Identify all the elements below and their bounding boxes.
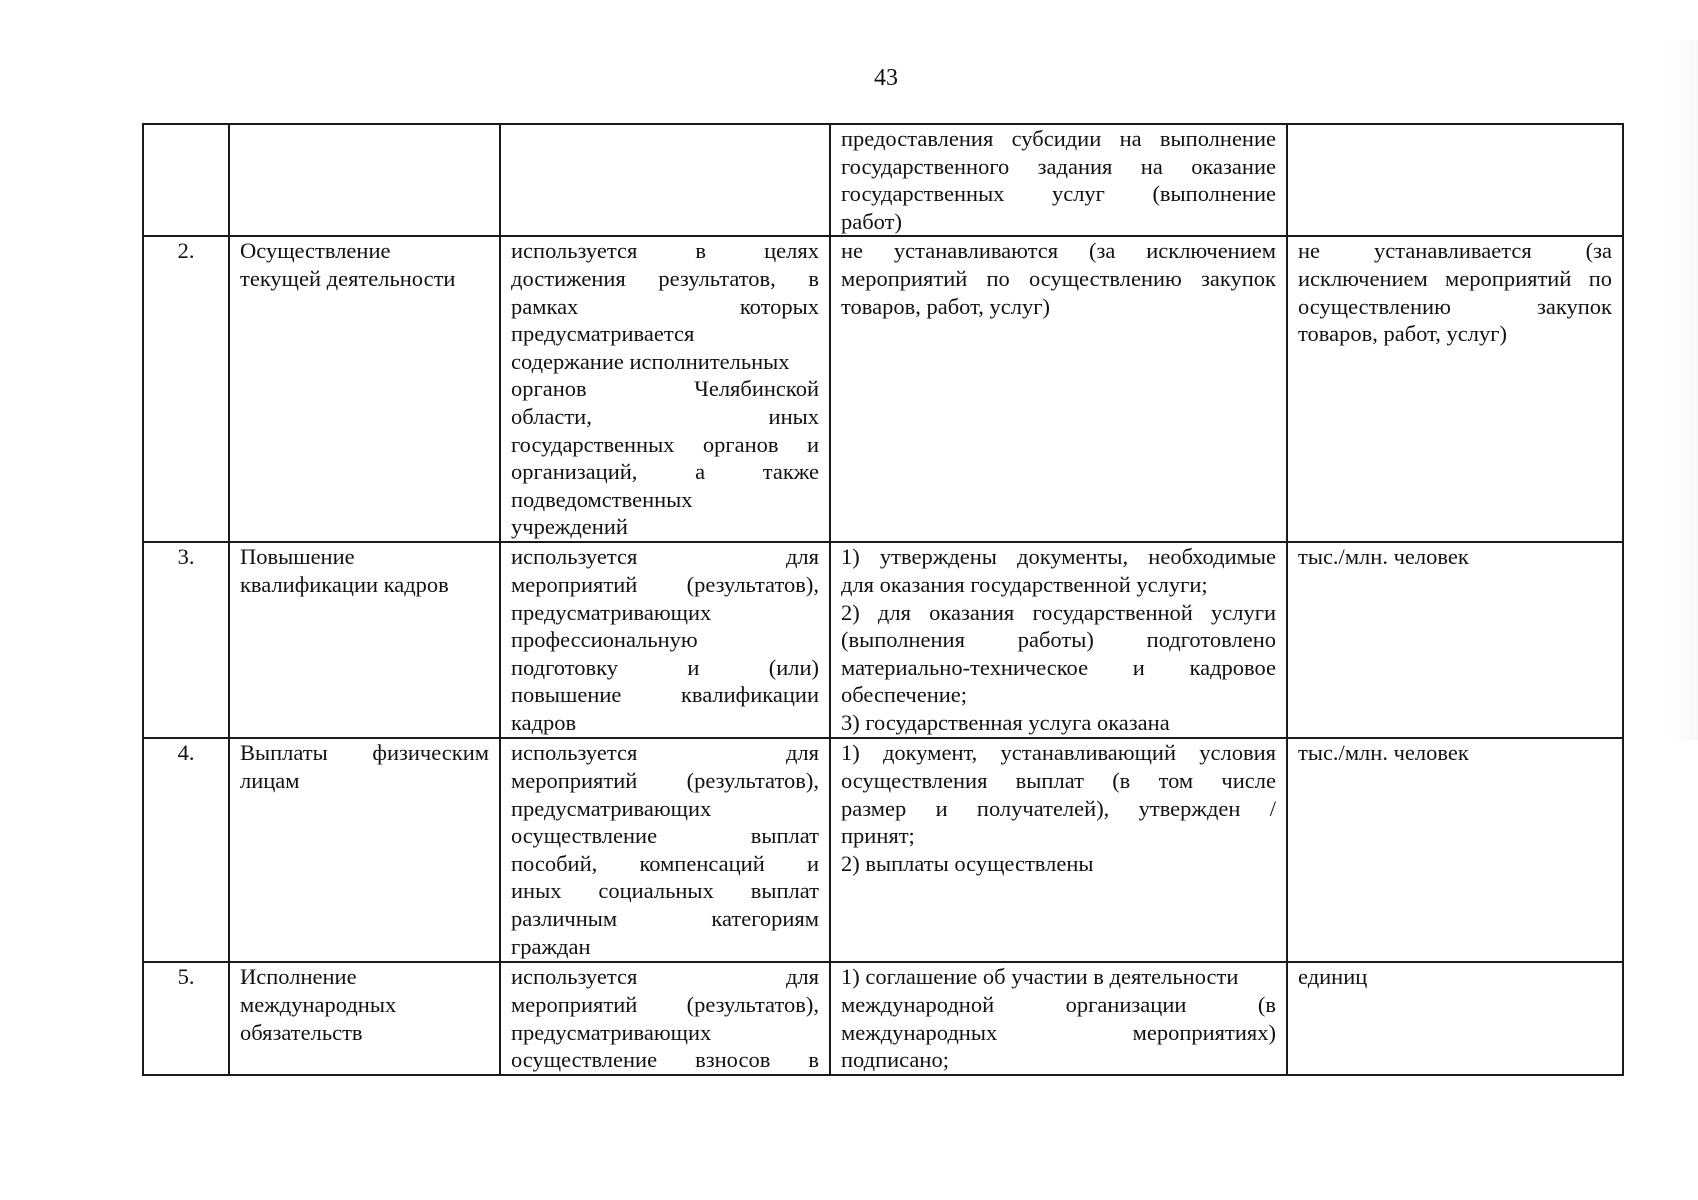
cell-line: используется для xyxy=(511,740,819,766)
cell-line: подведомственных xyxy=(511,486,693,512)
usage-cell xyxy=(500,962,830,1074)
cell-line: предусматривающих xyxy=(511,1019,712,1045)
cell-line: международных мероприятиях) xyxy=(841,1019,1276,1045)
cell-line: товаров, работ, услуг) xyxy=(841,293,1050,319)
cell-line: используется в целях xyxy=(511,238,819,264)
cell-line: организаций, а также xyxy=(511,459,819,485)
row-number-cell xyxy=(143,962,229,1074)
row-number: 2. xyxy=(177,238,195,264)
row-number-cell xyxy=(143,738,229,962)
cell-line: органов Челябинской xyxy=(511,376,819,402)
event-type-cell xyxy=(229,738,500,962)
cell-line: единиц xyxy=(1298,964,1368,990)
cell-line: предоставления субсидии на выполнение xyxy=(841,126,1276,151)
cell-line: исключением мероприятий по xyxy=(1298,265,1612,291)
cell-line: Выплаты физическим xyxy=(240,740,489,766)
table-body xyxy=(143,124,1623,1075)
row-number-cell xyxy=(143,124,229,236)
conditions-cell xyxy=(830,542,1287,738)
unit-cell xyxy=(1287,542,1623,738)
cell-line: материально-техническое и кадровое xyxy=(841,654,1276,680)
cell-line: государственного задания на оказание xyxy=(841,153,1276,179)
cell-line: предусматривающих xyxy=(511,795,712,821)
cell-line: международной организации (в xyxy=(841,991,1276,1017)
cell-line: 1) соглашение об участии в деятельности xyxy=(841,964,1239,990)
usage-cell xyxy=(500,124,830,236)
cell-line: пособий, компенсаций и xyxy=(511,850,819,876)
usage-cell xyxy=(500,542,830,738)
page-number: 43 xyxy=(874,65,898,91)
table-row xyxy=(143,962,1623,1074)
event-type-cell xyxy=(229,236,500,542)
cell-line: осуществлению закупок xyxy=(1298,293,1612,319)
cell-line: товаров, работ, услуг) xyxy=(1298,321,1507,347)
cell-line: осуществления выплат (в том числе xyxy=(841,767,1276,793)
cell-line: не устанавливаются (за исключением xyxy=(841,238,1276,264)
event-type-cell xyxy=(229,962,500,1074)
conditions-cell xyxy=(830,738,1287,962)
cell-line: граждан xyxy=(511,933,591,959)
cell-line: профессиональную xyxy=(511,627,698,653)
cell-line: текущей деятельности xyxy=(240,265,456,291)
cell-line: 2) для оказания государственной услуги xyxy=(841,599,1276,625)
cell-line: иных социальных выплат xyxy=(511,878,819,904)
cell-line: предусматривается xyxy=(511,321,695,347)
row-number-cell xyxy=(143,542,229,738)
table-row xyxy=(143,738,1623,962)
cell-line: учреждений xyxy=(511,514,628,540)
scan-edge-shading xyxy=(1668,40,1698,740)
usage-cell xyxy=(500,236,830,542)
cell-line: рамках которых xyxy=(511,293,819,319)
cell-line: мероприятий (результатов), xyxy=(511,571,819,597)
cell-line: 3) государственная услуга оказана xyxy=(841,709,1170,735)
conditions-cell xyxy=(830,236,1287,542)
cell-line: достижения результатов, в xyxy=(511,265,819,291)
row-number-cell xyxy=(143,236,229,542)
cell-line: 2) выплаты осуществлены xyxy=(841,850,1094,876)
usage-cell xyxy=(500,738,830,962)
cell-line: подготовку и (или) xyxy=(511,654,819,680)
cell-line: не устанавливается (за xyxy=(1298,238,1612,264)
table-row xyxy=(143,542,1623,738)
cell-line: работ) xyxy=(841,208,902,234)
indicators-table xyxy=(142,123,1624,1076)
cell-line: предусматривающих xyxy=(511,599,712,625)
cell-line: 1) документ, устанавливающий условия xyxy=(841,740,1276,766)
cell-line: мероприятий (результатов), xyxy=(511,767,819,793)
conditions-cell xyxy=(830,124,1287,236)
cell-line: размер и получателей), утвержден / xyxy=(841,795,1276,821)
table-row xyxy=(143,124,1623,236)
event-type-cell xyxy=(229,542,500,738)
unit-cell xyxy=(1287,962,1623,1074)
unit-cell xyxy=(1287,236,1623,542)
row-number: 3. xyxy=(177,544,195,570)
cell-line: обязательств xyxy=(240,1019,363,1045)
table-row xyxy=(143,236,1623,542)
cell-line: Осуществление xyxy=(240,238,391,264)
cell-line: (выполнения работы) подготовлено xyxy=(841,627,1276,653)
cell-line: используется для xyxy=(511,544,819,570)
unit-cell xyxy=(1287,738,1623,962)
cell-line: государственных услуг (выполнение xyxy=(841,181,1276,207)
conditions-cell xyxy=(830,962,1287,1074)
cell-line: различным категориям xyxy=(511,905,819,931)
event-type-cell xyxy=(229,124,500,236)
cell-line: Повышение xyxy=(240,544,355,570)
cell-line: обеспечение; xyxy=(841,682,968,708)
cell-line: принят; xyxy=(841,823,915,849)
cell-line: содержание исполнительных xyxy=(511,348,790,374)
cell-line: мероприятий по осуществлению закупок xyxy=(841,265,1276,291)
cell-line: используется для xyxy=(511,964,819,990)
cell-line: мероприятий (результатов), xyxy=(511,991,819,1017)
row-number: 4. xyxy=(177,740,195,766)
cell-line: 1) утверждены документы, необходимые xyxy=(841,544,1276,570)
cell-line: осуществление выплат xyxy=(511,823,819,849)
cell-line: осуществление взносов в xyxy=(511,1047,819,1073)
cell-line: Исполнение xyxy=(240,964,357,990)
cell-line: области, иных xyxy=(511,403,819,429)
cell-line: тыс./млн. человек xyxy=(1298,740,1469,766)
cell-line: тыс./млн. человек xyxy=(1298,544,1469,570)
cell-line: повышение квалификации xyxy=(511,682,819,708)
cell-line: лицам xyxy=(240,767,300,793)
row-number: 5. xyxy=(177,964,195,990)
cell-line: квалификации кадров xyxy=(240,571,449,597)
cell-line: подписано; xyxy=(841,1047,949,1073)
cell-line: государственных органов и xyxy=(511,431,819,457)
unit-cell xyxy=(1287,124,1623,236)
cell-line: кадров xyxy=(511,709,577,735)
cell-line: для оказания государственной услуги; xyxy=(841,571,1208,597)
cell-line: международных xyxy=(240,991,397,1017)
